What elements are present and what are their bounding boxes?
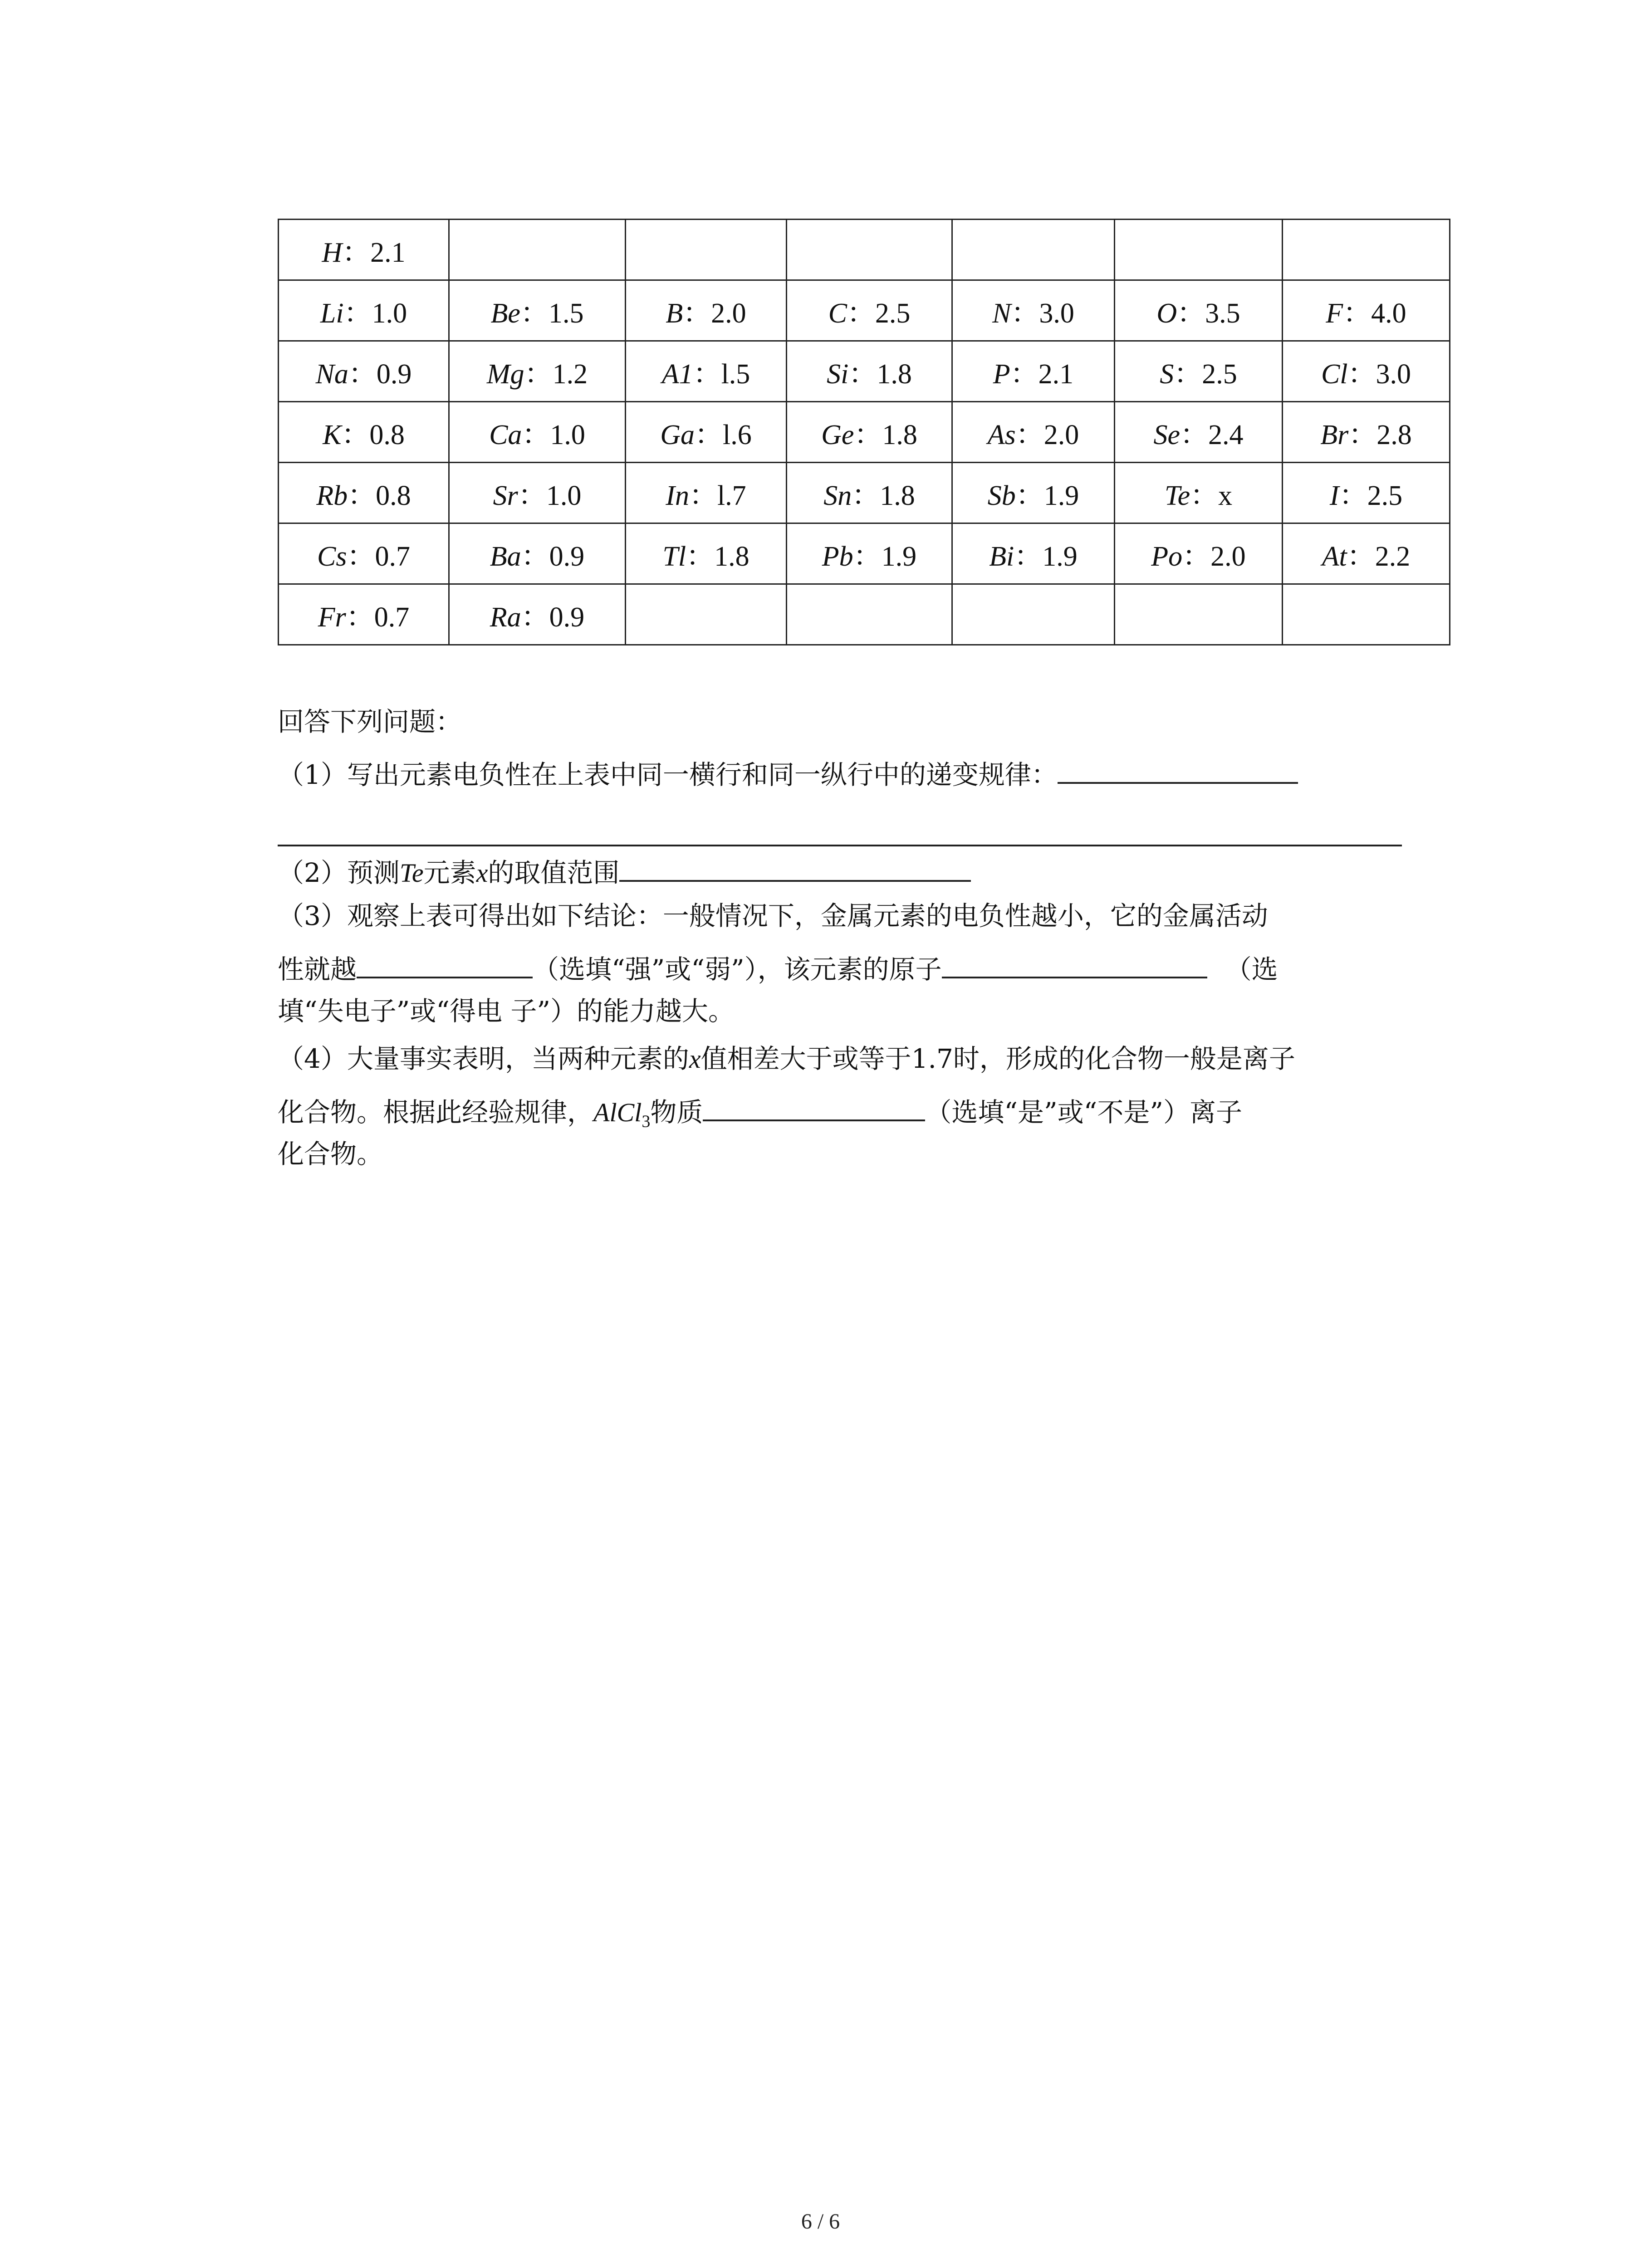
electronegativity-value: ：0.8	[341, 420, 405, 450]
table-cell	[1283, 523, 1450, 584]
table-cell	[449, 341, 626, 402]
element-symbol: F	[1326, 298, 1343, 329]
element-symbol: Ba	[490, 541, 521, 572]
electronegativity-value: ：2.0	[1015, 420, 1079, 450]
electronegativity-table	[278, 219, 1450, 645]
electronegativity-value: ：2.1	[342, 237, 406, 268]
table-cell	[952, 523, 1115, 584]
question-3-text-a: 性就越	[278, 954, 357, 985]
element-symbol: Li	[320, 298, 344, 329]
question-4-text-b: 值相差大于或等于1.7时，形成的化合物一般是离子	[700, 1043, 1295, 1074]
table-cell	[787, 523, 952, 584]
table-cell	[952, 220, 1115, 280]
electronegativity-value: ：2.4	[1180, 420, 1244, 450]
element-symbol: Na	[315, 359, 348, 390]
answer-blank-4[interactable]	[703, 1093, 925, 1121]
electronegativity-value: ：0.8	[348, 480, 411, 511]
question-2-text-c: 的取值范围	[488, 857, 620, 888]
table-cell	[279, 341, 449, 402]
question-3-text-c: （选	[1225, 954, 1278, 985]
table-cell	[449, 402, 626, 463]
table-cell	[952, 280, 1115, 341]
element-symbol: A1	[661, 359, 693, 390]
electronegativity-value: ：l.7	[689, 480, 746, 511]
table-cell	[449, 280, 626, 341]
electronegativity-value: ：1.9	[1015, 480, 1079, 511]
electronegativity-value: ：2.5	[1174, 359, 1237, 390]
table-cell	[952, 584, 1115, 645]
electronegativity-value: ：0.9	[521, 602, 585, 633]
electronegativity-value: ：0.7	[346, 602, 410, 633]
table-cell	[787, 584, 952, 645]
electronegativity-value: ：2.0	[683, 298, 746, 329]
element-symbol: N	[992, 298, 1011, 329]
table-cell	[1115, 402, 1283, 463]
electronegativity-value: ：1.9	[1014, 541, 1078, 572]
question-3-line-3: 填“失电子”或“得电 子”）的能力越大。	[278, 996, 735, 1026]
electronegativity-value: ：1.8	[854, 420, 917, 450]
table-cell	[1283, 402, 1450, 463]
question-4-formula: AlCl	[593, 1098, 642, 1127]
electronegativity-value: ：1.5	[520, 298, 584, 329]
electronegativity-value: ：l.6	[695, 420, 752, 450]
table-cell	[952, 341, 1115, 402]
question-4-text-d: 物质	[650, 1097, 703, 1128]
question-2-text-b: 元素	[423, 857, 476, 888]
table-row	[279, 463, 1450, 523]
table-cell	[626, 220, 787, 280]
element-symbol: Cl	[1321, 359, 1348, 390]
element-symbol: Br	[1320, 420, 1349, 450]
element-symbol: Sb	[987, 480, 1016, 511]
table-cell	[626, 402, 787, 463]
table-row	[279, 280, 1450, 341]
table-cell	[279, 402, 449, 463]
element-symbol: Ca	[489, 420, 522, 450]
table-row	[279, 402, 1450, 463]
element-symbol: S	[1160, 359, 1174, 390]
electronegativity-value: ：1.8	[686, 541, 749, 572]
electronegativity-value: ：1.0	[518, 480, 582, 511]
question-4-symbol-x: x	[689, 1044, 701, 1074]
answer-blank-1a[interactable]	[1058, 756, 1298, 784]
question-1-text: （1）写出元素电负性在上表中同一横行和同一纵行中的递变规律：	[278, 759, 1058, 790]
table-cell	[787, 402, 952, 463]
element-symbol: I	[1329, 480, 1339, 511]
element-symbol: Po	[1151, 541, 1183, 572]
element-symbol: Tl	[662, 541, 686, 572]
table-cell	[787, 220, 952, 280]
table-cell	[626, 341, 787, 402]
table-cell	[449, 523, 626, 584]
element-symbol: O	[1156, 298, 1177, 329]
table-cell	[952, 402, 1115, 463]
element-symbol: Cs	[317, 541, 347, 572]
element-symbol: Te	[1164, 480, 1190, 511]
electronegativity-value: ：1.8	[848, 359, 912, 390]
table-cell	[1115, 341, 1283, 402]
electronegativity-value: ：1.9	[853, 541, 917, 572]
electronegativity-value: ：2.5	[1339, 480, 1403, 511]
element-symbol: Ga	[660, 420, 695, 450]
electronegativity-value: ：2.8	[1348, 420, 1412, 450]
electronegativity-value: ：l.5	[693, 359, 750, 390]
element-symbol: Ge	[821, 420, 854, 450]
electronegativity-value: ：1.2	[524, 359, 588, 390]
element-symbol: In	[666, 480, 689, 511]
table-row	[279, 341, 1450, 402]
question-2-symbol-te: Te	[399, 858, 424, 888]
element-symbol: C	[828, 298, 847, 329]
table-cell	[1115, 584, 1283, 645]
question-3-text-b: （选填“强”或“弱”），该元素的原子	[533, 954, 942, 985]
table-cell	[1115, 463, 1283, 523]
table-cell	[787, 280, 952, 341]
element-symbol: Ra	[490, 602, 521, 633]
element-symbol: Si	[827, 359, 849, 390]
table-cell	[1115, 280, 1283, 341]
question-4-line-2	[278, 1093, 1242, 1130]
electronegativity-value: ：1.0	[522, 420, 585, 450]
electronegativity-value: ：2.2	[1347, 541, 1411, 572]
electronegativity-value: ：2.0	[1182, 541, 1246, 572]
element-symbol: Pb	[822, 541, 853, 572]
question-4-line-1	[278, 1043, 1295, 1074]
question-4-line-3: 化合物。	[278, 1139, 383, 1169]
answer-blank-3a[interactable]	[357, 950, 533, 978]
element-symbol: Mg	[486, 359, 524, 390]
element-symbol: Bi	[989, 541, 1014, 572]
table-cell	[1283, 280, 1450, 341]
table-cell	[626, 584, 787, 645]
table-cell	[1283, 584, 1450, 645]
question-3-line-2	[278, 950, 1278, 985]
electronegativity-value: ：3.0	[1011, 298, 1074, 329]
element-symbol: Sr	[493, 480, 518, 511]
question-4-text-c: 化合物。根据此经验规律，	[278, 1097, 594, 1128]
element-symbol: P	[993, 359, 1010, 390]
electronegativity-value: ：3.5	[1177, 298, 1240, 329]
table-row	[279, 220, 1450, 280]
table-cell	[449, 220, 626, 280]
question-4-text-a: （4）大量事实表明，当两种元素的	[278, 1043, 689, 1074]
table-cell	[626, 463, 787, 523]
table-cell	[787, 341, 952, 402]
table-cell	[279, 220, 449, 280]
element-symbol: As	[987, 420, 1016, 450]
element-symbol: K	[323, 420, 342, 450]
table-cell	[626, 280, 787, 341]
element-symbol: Rb	[316, 480, 348, 511]
question-2-symbol-x: x	[476, 858, 488, 888]
table-row	[279, 584, 1450, 645]
table-cell	[449, 463, 626, 523]
table-cell	[279, 463, 449, 523]
table-row	[279, 523, 1450, 584]
table-cell	[1283, 220, 1450, 280]
element-symbol: Be	[490, 298, 520, 329]
table-cell	[787, 463, 952, 523]
element-symbol: H	[322, 237, 343, 268]
question-3-line-1: （3）观察上表可得出如下结论：一般情况下，金属元素的电负性越小，它的金属活动	[278, 900, 1268, 931]
table-cell	[626, 523, 787, 584]
electronegativity-value: ：1.0	[343, 298, 407, 329]
question-2	[278, 854, 971, 886]
table-cell	[449, 584, 626, 645]
electronegativity-value: ：2.1	[1010, 359, 1074, 390]
electronegativity-value: ：0.9	[348, 359, 412, 390]
electronegativity-value: ：4.0	[1343, 298, 1406, 329]
table-cell	[952, 463, 1115, 523]
answer-blank-2[interactable]	[619, 854, 971, 882]
element-symbol: Se	[1153, 420, 1180, 450]
electronegativity-value: ：2.5	[847, 298, 911, 329]
element-symbol: Fr	[318, 602, 346, 633]
question-1	[278, 756, 1298, 788]
question-4-text-e: （选填“是”或“不是”）离子	[925, 1097, 1242, 1128]
intro-text: 回答下列问题：	[278, 706, 462, 737]
answer-blank-1b[interactable]	[278, 845, 1402, 846]
table-cell	[279, 523, 449, 584]
table-cell	[1115, 220, 1283, 280]
answer-blank-3b[interactable]	[942, 950, 1207, 978]
page-number: 6 / 6	[801, 2209, 840, 2234]
table-cell	[1283, 463, 1450, 523]
element-symbol: B	[666, 298, 683, 329]
table-cell	[1115, 523, 1283, 584]
electronegativity-value: ：0.7	[347, 541, 410, 572]
table-cell	[279, 584, 449, 645]
electronegativity-value: ：0.9	[521, 541, 585, 572]
question-2-text-a: （2）预测	[278, 857, 400, 888]
question-4-formula-subscript: 3	[642, 1112, 651, 1131]
table-cell	[279, 280, 449, 341]
table-cell	[1283, 341, 1450, 402]
electronegativity-value: ：3.0	[1347, 359, 1411, 390]
electronegativity-value: ：1.8	[852, 480, 915, 511]
element-symbol: At	[1322, 541, 1347, 572]
element-symbol: Sn	[823, 480, 852, 511]
electronegativity-value: ：x	[1190, 480, 1233, 511]
